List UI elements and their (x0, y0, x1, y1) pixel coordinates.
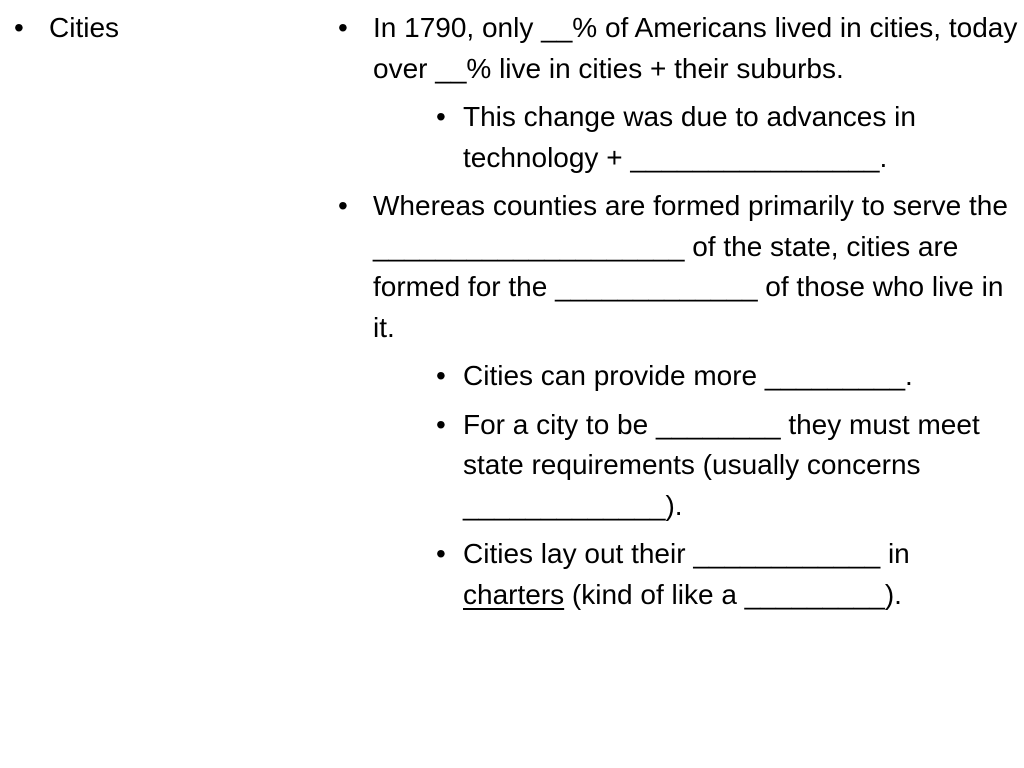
sub-bullet-item-2-2 (338, 405, 1018, 527)
bullet-icon: • (338, 190, 348, 221)
sub-bullet-text-2-1: Cities can provide more _________. (463, 360, 913, 391)
sub-bullet-text-2-3 (463, 534, 1018, 615)
right-column (338, 8, 1018, 615)
bullet-item-2 (338, 186, 1018, 348)
sub-bullet-text-2-3-start: Cities lay out their ____________ in (463, 538, 910, 569)
bullet-icon: • (338, 12, 348, 43)
bullet-item-1 (338, 8, 1018, 89)
sub-bullet-item-2-3 (338, 534, 1018, 615)
left-column (14, 8, 294, 49)
bullet-icon: • (14, 12, 24, 43)
bullet-text-2: Whereas counties are formed primarily to serve the ____________________ of the state, cities are formed for the _____________ of those who live in it. (373, 190, 1008, 343)
topic-text: Cities (49, 12, 120, 43)
bullet-icon: • (436, 101, 446, 132)
bullet-icon: • (436, 360, 446, 391)
sub-bullet-text-1-1: This change was due to advances in technology + ________________. (463, 101, 916, 173)
bullet-icon: • (436, 408, 446, 440)
bullet-icon: • (436, 538, 446, 569)
sub-bullet-text-2-3-end: (kind of like a _________). (564, 578, 902, 610)
topic-item (14, 8, 294, 49)
bullet-text-1: In 1790, only __% of Americans lived in cities, today over __% live in cities + their suburbs. (373, 12, 1018, 84)
charters-term: charters (463, 578, 565, 610)
sub-bullet-text-2-2: For a city to be ________ they must meet state requirements (usually concerns _____________). (463, 408, 980, 521)
sub-bullet-item-2-1 (338, 356, 1018, 397)
sub-bullet-item-1-1 (338, 97, 1018, 178)
